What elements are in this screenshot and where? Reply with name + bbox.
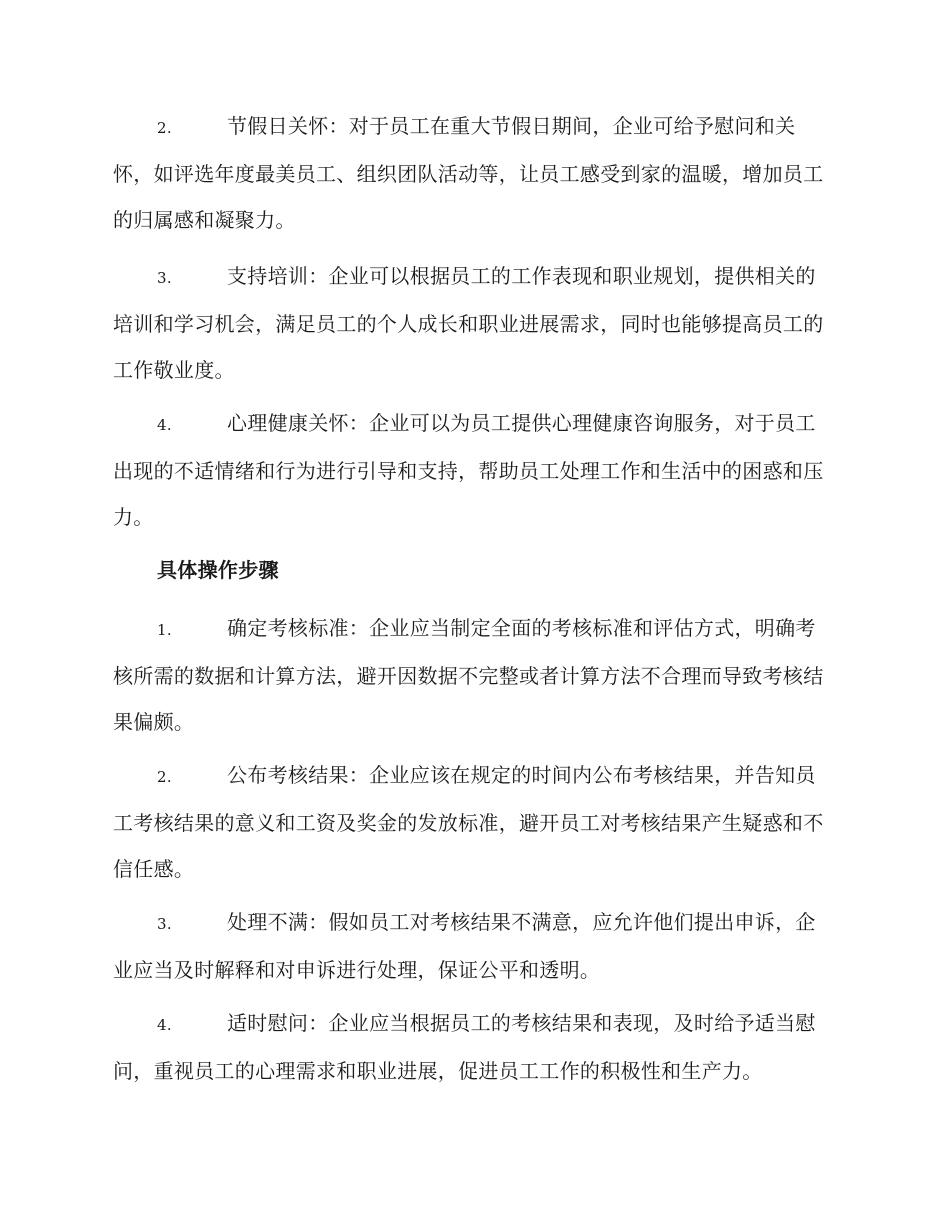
list-number: 3. [157, 269, 172, 287]
list-item-text: 心理健康关怀：企业可以为员工提供心理健康咨询服务，对于员工出现的不适情绪和行为进行引导和支持，帮助员工处理工作和生活中的困惑和压力。 [113, 411, 824, 529]
list-item-text: 节假日关怀：对于员工在重大节假日期间，企业可给予慰问和关怀，如评选年度最美员工、组织团队活动等，让员工感受到家的温暖，增加员工的归属感和凝聚力。 [113, 114, 824, 232]
list-item-step-1 [113, 605, 833, 745]
list-item-text: 公布考核结果：企业应该在规定的时间内公布考核结果，并告知员工考核结果的意义和工资及奖金的发放标准，避开员工对考核结果产生疑惑和不信任感。 [113, 763, 824, 881]
list-number: 3. [157, 915, 172, 933]
list-item-text: 处理不满：假如员工对考核结果不满意，应允许他们提出申诉，企业应当及时解释和对申诉进行处理，保证公平和透明。 [113, 910, 816, 982]
list-item-text: 适时慰问：企业应当根据员工的考核结果和表现，及时给予适当慰问，重视员工的心理需求和职业进展，促进员工工作的积极性和生产力。 [113, 1011, 816, 1083]
list-number: 2. [157, 119, 172, 137]
list-item-care-3 [113, 253, 833, 393]
list-number: 1. [157, 621, 172, 639]
list-number: 4. [157, 1016, 172, 1034]
list-item-step-3 [113, 899, 833, 993]
list-number: 2. [157, 768, 172, 786]
list-item-care-2 [113, 103, 833, 243]
list-item-step-2 [113, 752, 833, 892]
section-heading: 具体操作步骤 [157, 558, 279, 582]
list-number: 4. [157, 416, 172, 434]
list-item-care-4 [113, 400, 833, 540]
list-item-step-4 [113, 1000, 833, 1094]
list-item-text: 支持培训：企业可以根据员工的工作表现和职业规划，提供相关的培训和学习机会，满足员工的个人成长和职业进展需求，同时也能够提高员工的工作敬业度。 [113, 264, 824, 382]
list-item-text: 确定考核标准：企业应当制定全面的考核标准和评估方式，明确考核所需的数据和计算方法，避开因数据不完整或者计算方法不合理而导致考核结果偏颇。 [113, 616, 824, 734]
